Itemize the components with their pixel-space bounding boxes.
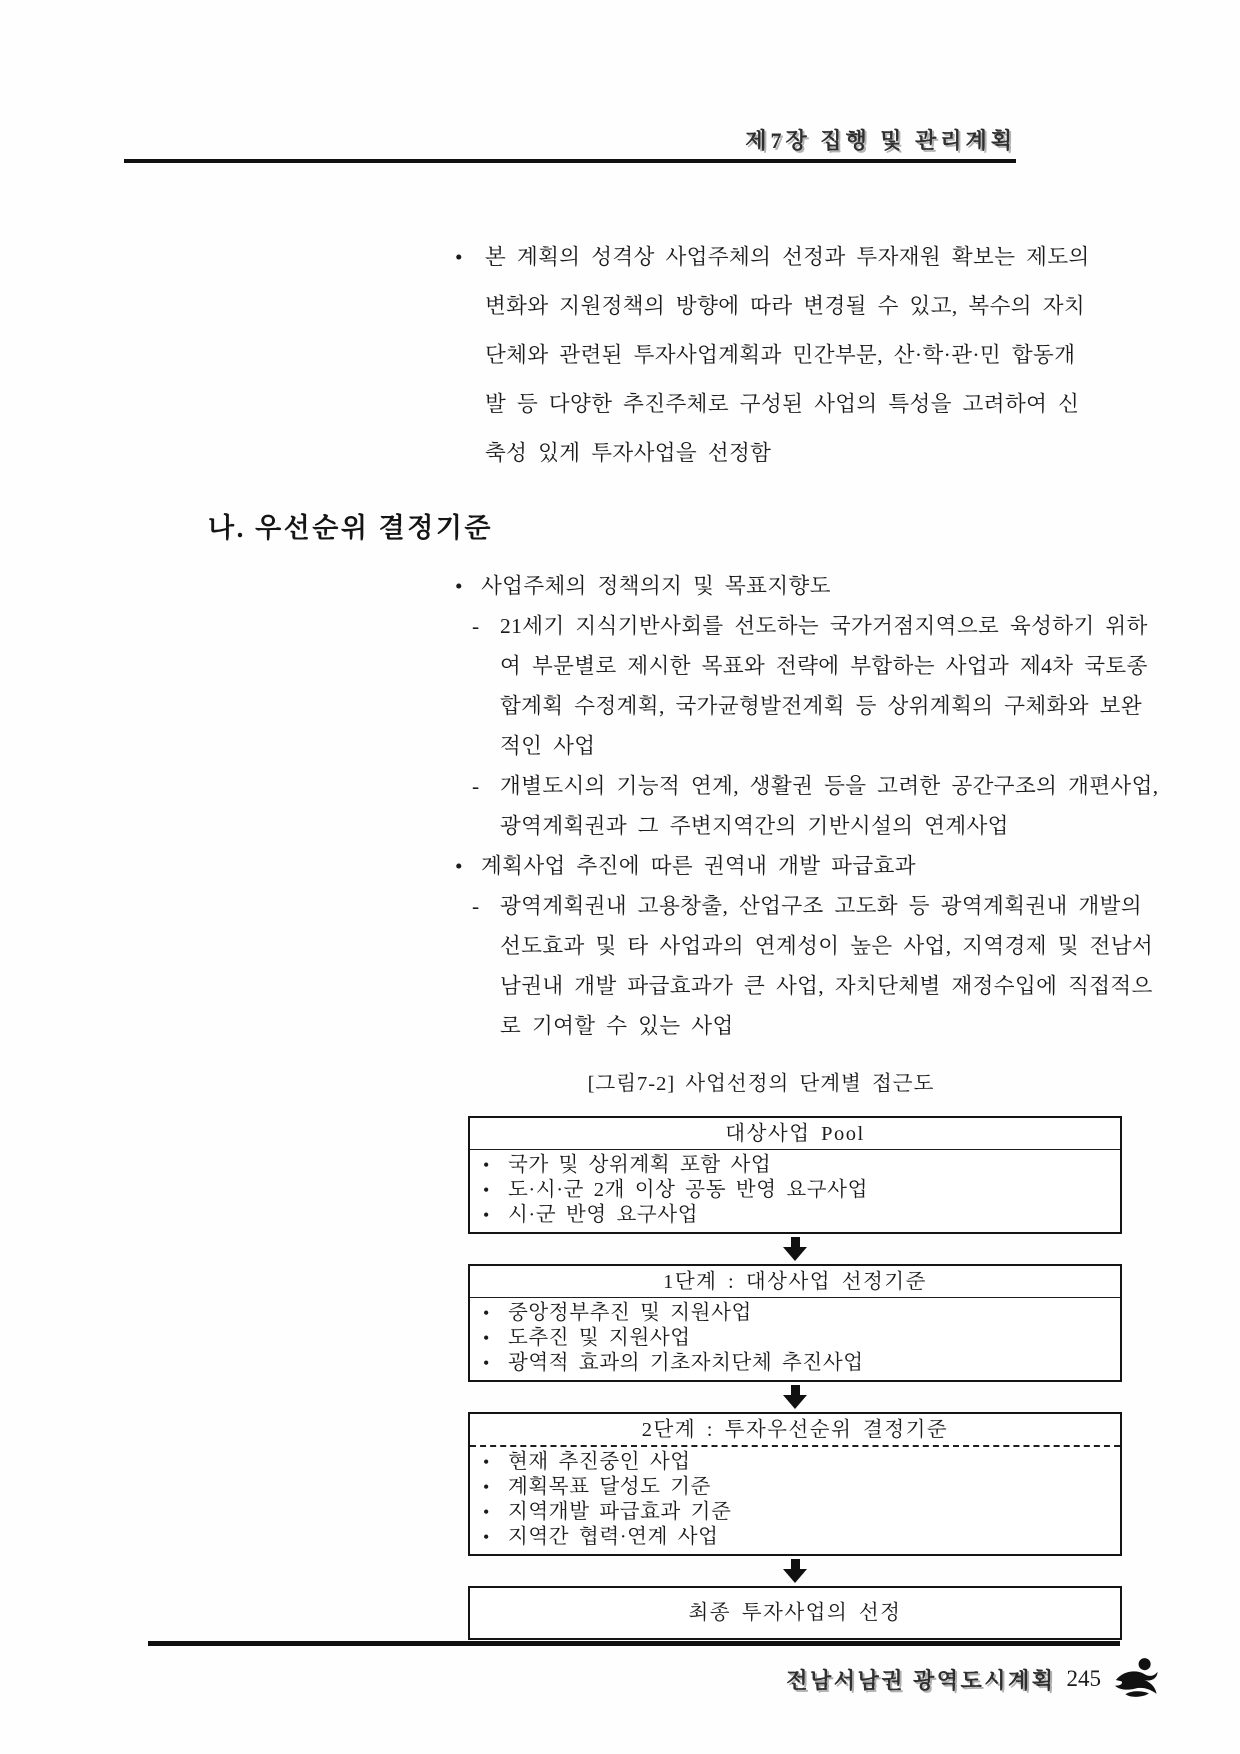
intro-paragraph: [455, 233, 1090, 478]
text-line: 21세기 지식기반사회를 선도하는 국가거점지역으로 육성하기 위하: [500, 614, 1148, 638]
section-heading: 나. 우선순위 결정기준: [208, 513, 493, 543]
text-line: 합계획 수정계획, 국가균형발전계획 등 상위계획의 구체화와 보완: [500, 694, 1142, 718]
footer-book-title: 전남서남권 광역도시계획: [786, 1667, 1056, 1693]
arrow-down-icon: [468, 1234, 1122, 1264]
flow-box-item: [483, 1450, 1112, 1475]
flow-box-item: [483, 1326, 1112, 1351]
figure-7-2: [468, 1066, 1122, 1640]
flow-item-text: 시·군 반영 요구사업: [508, 1204, 699, 1226]
bullet-marker: •: [455, 574, 463, 598]
flow-box-title: 최종 투자사업의 선정: [688, 1602, 902, 1624]
text-line: 발 등 다양한 추진주체로 구성된 사업의 특성을 고려하여 신: [485, 392, 1080, 416]
text-line: 변화와 지원정책의 방향에 따라 변경될 수 있고, 복수의 자치: [485, 294, 1086, 318]
bullet-marker: •: [483, 1527, 490, 1547]
list-item: [455, 846, 1035, 886]
text-line: 남권내 개발 파급효과가 큰 사업, 자치단체별 재정수입에 직접적으: [500, 974, 1153, 998]
text-line: 사업주체의 정책의지 및 목표지향도: [481, 574, 831, 598]
list-subitem: [472, 766, 1159, 846]
flow-box-target-pool: [468, 1116, 1122, 1234]
bullet-marker: •: [455, 245, 463, 269]
bullet-marker: •: [455, 854, 463, 878]
text-line: 적인 사업: [500, 734, 596, 758]
text-line: 광역계획권과 그 주변지역간의 기반시설의 연계사업: [500, 814, 1009, 838]
text-line: 선도효과 및 타 사업과의 연계성이 높은 사업, 지역경제 및 전남서: [500, 934, 1154, 958]
list-subitem: [472, 886, 1154, 1046]
flow-box-item: [483, 1301, 1112, 1326]
dash-marker: -: [472, 774, 480, 798]
flow-item-text: 계획목표 달성도 기준: [508, 1476, 712, 1498]
flow-item-text: 지역간 협력·연계 사업: [508, 1526, 719, 1548]
bullet-marker: •: [483, 1180, 490, 1200]
criteria-list: [455, 566, 1159, 1046]
arrow-down-icon: [468, 1382, 1122, 1412]
flow-item-text: 현재 추진중인 사업: [508, 1451, 691, 1473]
text-line: 본 계획의 성격상 사업주체의 선정과 투자재원 확보는 제도의: [485, 245, 1090, 269]
flow-box-item: [483, 1178, 1112, 1203]
flow-item-text: 지역개발 파급효과 기준: [508, 1501, 732, 1523]
bullet-marker: •: [483, 1502, 490, 1522]
flow-item-text: 광역적 효과의 기초자치단체 추진사업: [508, 1352, 864, 1374]
bullet-marker: •: [483, 1328, 490, 1348]
figure-caption: [그림7-2] 사업선정의 단계별 접근도: [587, 1073, 935, 1095]
text-line: 로 기여할 수 있는 사업: [500, 1014, 734, 1038]
flow-box-item: [483, 1203, 1112, 1228]
text-line: 여 부문별로 제시한 목표와 전략에 부합하는 사업과 제4차 국토종: [500, 654, 1148, 678]
list-subitem: [472, 606, 1148, 766]
dash-marker: -: [472, 894, 480, 918]
bullet-marker: •: [483, 1477, 490, 1497]
arrow-down-icon: [468, 1556, 1122, 1586]
flow-item-text: 중앙정부추진 및 지원사업: [508, 1302, 752, 1324]
flow-box-title: 1단계 : 대상사업 선정기준: [470, 1266, 1120, 1298]
flow-box-final: [468, 1586, 1122, 1640]
bullet-marker: •: [483, 1452, 490, 1472]
bullet-marker: •: [483, 1205, 490, 1225]
flow-item-text: 국가 및 상위계획 포함 사업: [508, 1154, 772, 1176]
flow-box-stage1: [468, 1264, 1122, 1382]
flow-box-stage2: [468, 1412, 1122, 1556]
flow-box-item: [483, 1351, 1112, 1376]
bullet-marker: •: [483, 1303, 490, 1323]
footer-rule: [148, 1641, 1120, 1646]
flow-box-item: [483, 1525, 1112, 1550]
page-footer: [786, 1657, 1160, 1701]
bullet-marker: •: [483, 1155, 490, 1175]
dash-marker: -: [472, 614, 480, 638]
text-line: 계획사업 추진에 따른 권역내 개발 파급효과: [481, 854, 916, 878]
footer-page-number: 245: [1066, 1666, 1101, 1691]
flow-item-text: 도추진 및 지원사업: [508, 1327, 691, 1349]
flow-box-item: [483, 1500, 1112, 1525]
text-line: 광역계획권내 고용창출, 산업구조 고도화 등 광역계획권내 개발의: [500, 894, 1142, 918]
list-item: [455, 566, 1035, 606]
flow-item-text: 도·시·군 2개 이상 공동 반영 요구사업: [508, 1179, 868, 1201]
flow-box-title: 2단계 : 투자우선순위 결정기준: [470, 1414, 1120, 1447]
text-line: 단체와 관련된 투자사업계획과 민간부문, 산·학·관·민 합동개: [485, 343, 1076, 367]
header-rule: [124, 159, 1016, 163]
text-line: 개별도시의 기능적 연계, 생활권 등을 고려한 공간구조의 개편사업,: [500, 774, 1159, 798]
bullet-marker: •: [483, 1353, 490, 1373]
flow-box-item: [483, 1475, 1112, 1500]
chapter-title: 제7장 집행 및 관리계획: [745, 128, 1016, 153]
flow-box-title: 대상사업 Pool: [470, 1118, 1120, 1150]
wave-swirl-logo-icon: [1112, 1657, 1160, 1701]
flow-box-item: [483, 1153, 1112, 1178]
text-line: 축성 있게 투자사업을 선정함: [485, 441, 772, 465]
